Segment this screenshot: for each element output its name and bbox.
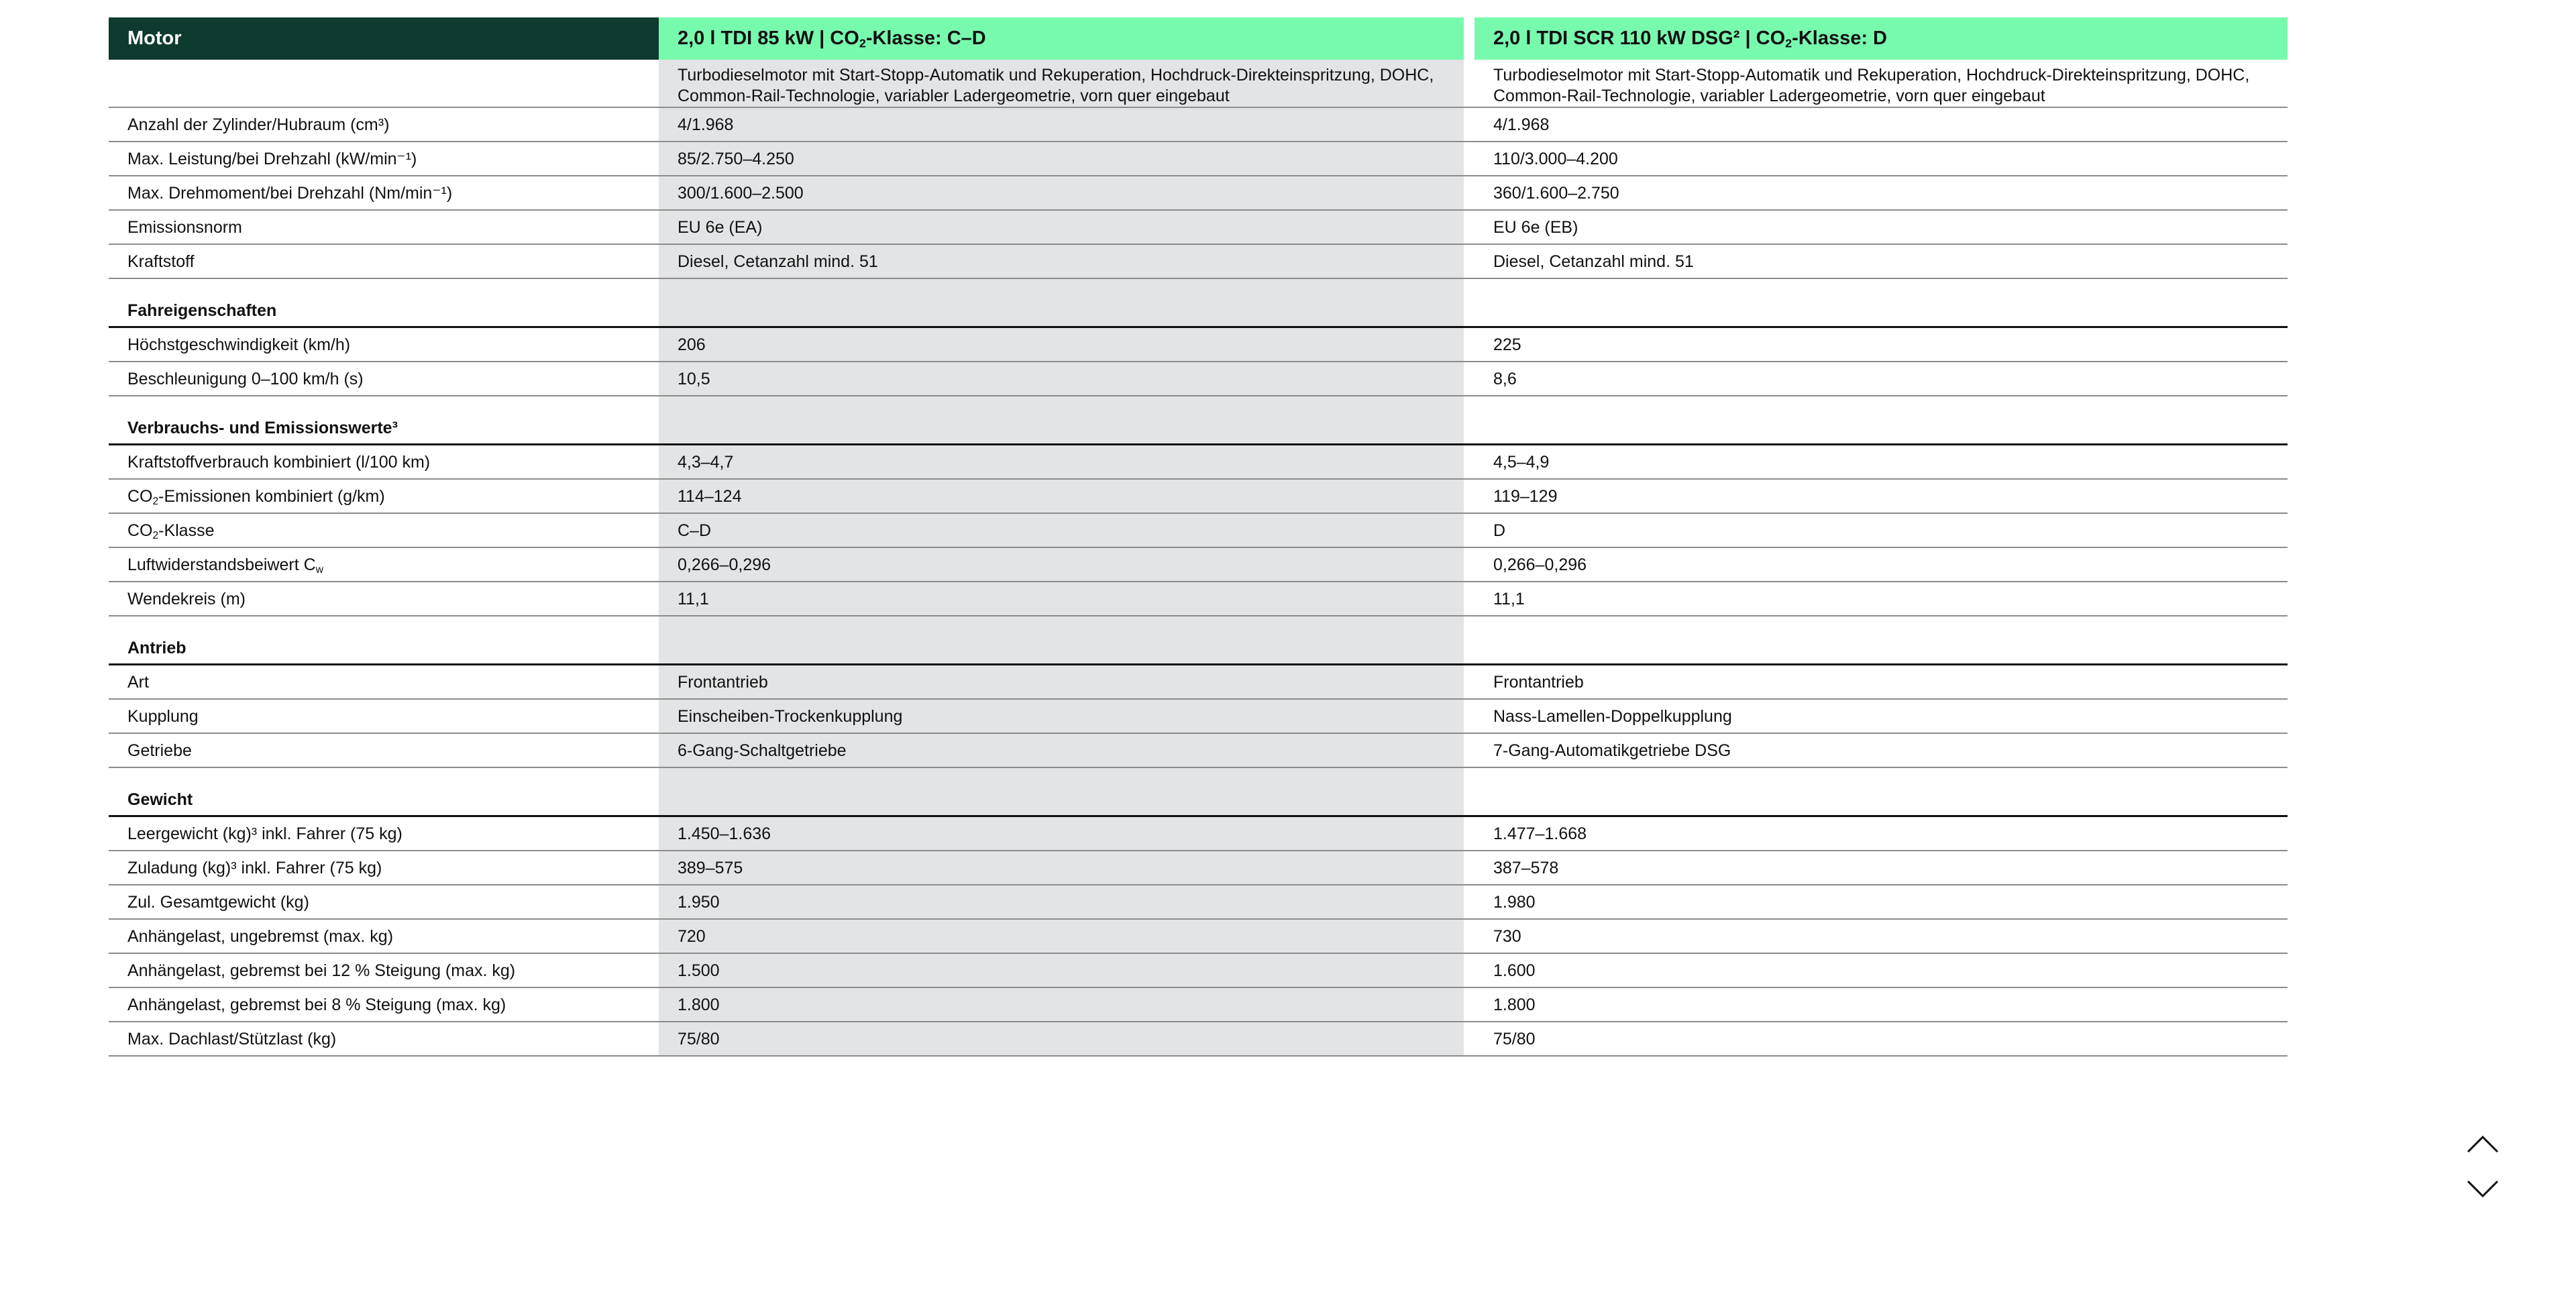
row-value-engine-1: 114–124 [678, 487, 742, 506]
row-label: Anhängelast, ungebremst (max. kg) [127, 927, 394, 946]
row-value-engine-1: 4/1.968 [678, 115, 734, 134]
table-row [109, 176, 2288, 211]
row-value-engine-1: 1.450–1.636 [678, 824, 771, 843]
row-value-engine-2: 360/1.600–2.750 [1493, 184, 1619, 203]
row-label: Art [127, 673, 149, 692]
header-engine-2-title: 2,0 l TDI SCR 110 kW DSG² | $CO_2$-Klasse: D [1493, 28, 1887, 50]
header-engine-2 [1474, 17, 2288, 60]
row-label: Kupplung [127, 707, 199, 726]
row-value-engine-2: 110/3.000–4.200 [1493, 150, 1618, 168]
row-label: Kraftstoffverbrauch kombiniert (l/100 km) [127, 453, 431, 472]
table-row [109, 817, 2288, 851]
table-header [109, 17, 2288, 60]
row-value-engine-2: 387–578 [1493, 859, 1559, 877]
row-value-engine-1: 1.800 [678, 995, 720, 1014]
row-label: Kraftstoff [127, 252, 195, 271]
row-label: $CO_2$-Klasse [127, 521, 215, 541]
table-row [109, 445, 2288, 480]
row-label: Beschleunigung 0–100 km/h (s) [127, 370, 364, 388]
row-value-engine-1: 10,5 [678, 370, 710, 388]
row-label: Leergewicht (kg)³ inkl. Fahrer (75 kg) [127, 824, 402, 843]
row-value-engine-2: 0,266–0,296 [1493, 555, 1587, 574]
chevron-down-icon [2466, 1178, 2500, 1202]
engine-2-description: Turbodieselmotor mit Start-Stopp-Automatik und Rekuperation, Hochdruck-Direkteinspritzung, DOHC, Common-Rail-Technologie, variabler Ladergeometrie, vorn quer eingebaut [1493, 66, 2250, 105]
table-row [109, 328, 2288, 362]
row-value-engine-1: 6-Gang-Schaltgetriebe [678, 741, 847, 760]
table-row [109, 362, 2288, 396]
header-label: Motor [127, 28, 182, 49]
table-row [109, 988, 2288, 1022]
row-label: Anzahl der Zylinder/Hubraum (cm³) [127, 115, 390, 134]
scroll-down-button[interactable] [2466, 1178, 2500, 1202]
table-row [109, 245, 2288, 279]
row-value-engine-1: 389–575 [678, 859, 743, 877]
row-value-engine-1: Frontantrieb [678, 673, 768, 692]
table-row [109, 1022, 2288, 1057]
section-title: Gewicht [127, 790, 193, 809]
engine-1-description: Turbodieselmotor mit Start-Stopp-Automatik und Rekuperation, Hochdruck-Direkteinspritzung, DOHC, Common-Rail-Technologie, variabler Ladergeometrie, vorn quer eingebaut [678, 66, 1434, 105]
table-row [109, 734, 2288, 768]
table-row [109, 108, 2288, 142]
row-value-engine-2: 1.980 [1493, 893, 1536, 912]
row-value-engine-2: Frontantrieb [1493, 673, 1584, 692]
section-title: Verbrauchs- und Emissionswerte³ [127, 419, 398, 437]
row-value-engine-1: 206 [678, 335, 706, 354]
row-value-engine-2: 7-Gang-Automatikgetriebe DSG [1493, 741, 1731, 760]
row-value-engine-1: C–D [678, 521, 712, 540]
row-value-engine-2: 11,1 [1493, 590, 1525, 608]
section-header-antrieb [109, 616, 2288, 665]
row-label: Max. Dachlast/Stützlast (kg) [127, 1030, 337, 1048]
row-label: Anhängelast, gebremst bei 8 % Steigung (max. kg) [127, 995, 506, 1014]
row-value-engine-1: Diesel, Cetanzahl mind. 51 [678, 252, 878, 271]
row-value-engine-2: 119–129 [1493, 487, 1558, 506]
table-row [109, 665, 2288, 700]
scroll-up-button[interactable] [2466, 1131, 2500, 1155]
row-label: Getriebe [127, 741, 192, 760]
header-engine-1-title: 2,0 l TDI 85 kW | $CO_2$-Klasse: C–D [678, 28, 986, 50]
row-value-engine-1: EU 6e (EA) [678, 218, 763, 237]
row-label: Zul. Gesamtgewicht (kg) [127, 893, 309, 912]
table-row [109, 851, 2288, 885]
row-value-engine-2: 4,5–4,9 [1493, 453, 1550, 472]
row-value-engine-1: 300/1.600–2.500 [678, 184, 804, 203]
row-label: Höchstgeschwindigkeit (km/h) [127, 335, 351, 354]
row-value-engine-1: Einscheiben-Trockenkupplung [678, 707, 903, 726]
row-label: Zuladung (kg)³ inkl. Fahrer (75 kg) [127, 859, 382, 877]
row-label: Emissionsnorm [127, 218, 242, 237]
row-value-engine-1: 85/2.750–4.250 [678, 150, 794, 168]
row-value-engine-2: 75/80 [1493, 1030, 1536, 1048]
row-label: Wendekreis (m) [127, 590, 246, 608]
section-header-fahreigenschaften [109, 279, 2288, 328]
table-row [109, 954, 2288, 988]
row-value-engine-2: Nass-Lamellen-Doppelkupplung [1493, 707, 1732, 726]
header-label-cell [109, 17, 659, 60]
row-value-engine-2: 1.600 [1493, 961, 1536, 980]
table-row [109, 885, 2288, 920]
row-value-engine-2: 1.800 [1493, 995, 1536, 1014]
row-label: Anhängelast, gebremst bei 12 % Steigung (max. kg) [127, 961, 516, 980]
row-value-engine-2: 4/1.968 [1493, 115, 1550, 134]
row-value-engine-2: 225 [1493, 335, 1521, 354]
row-label: Max. Drehmoment/bei Drehzahl (Nm/min⁻¹) [127, 184, 453, 203]
row-value-engine-1: 4,3–4,7 [678, 453, 734, 472]
table-row [109, 700, 2288, 734]
row-value-engine-2: Diesel, Cetanzahl mind. 51 [1493, 252, 1694, 271]
table-row [109, 582, 2288, 616]
row-label: $CO_2$-Emissionen kombiniert (g/km) [127, 487, 385, 507]
row-value-engine-2: D [1493, 521, 1506, 540]
row-value-engine-2: EU 6e (EB) [1493, 218, 1578, 237]
engine-description-row [109, 60, 2288, 108]
table-row [109, 480, 2288, 514]
section-title: Antrieb [127, 639, 186, 657]
row-label: Luftwiderstandsbeiwert $C_w$ [127, 555, 323, 576]
table-row [109, 514, 2288, 548]
table-row [109, 211, 2288, 245]
section-header-gewicht [109, 768, 2288, 817]
spec-table [109, 17, 2288, 1057]
row-value-engine-1: 720 [678, 927, 706, 946]
row-value-engine-1: 1.950 [678, 893, 720, 912]
table-row [109, 548, 2288, 582]
row-value-engine-2: 730 [1493, 927, 1521, 946]
table-row [109, 142, 2288, 176]
row-value-engine-1: 0,266–0,296 [678, 555, 771, 574]
row-value-engine-1: 75/80 [678, 1030, 720, 1048]
row-label: Max. Leistung/bei Drehzahl (kW/min⁻¹) [127, 150, 417, 168]
chevron-up-icon [2466, 1131, 2500, 1155]
header-engine-1 [659, 17, 1464, 60]
section-title: Fahreigenschaften [127, 301, 277, 320]
section-header-verbrauch [109, 396, 2288, 445]
row-value-engine-1: 1.500 [678, 961, 720, 980]
row-value-engine-1: 11,1 [678, 590, 709, 608]
table-row [109, 920, 2288, 954]
row-value-engine-2: 8,6 [1493, 370, 1517, 388]
row-value-engine-2: 1.477–1.668 [1493, 824, 1587, 843]
